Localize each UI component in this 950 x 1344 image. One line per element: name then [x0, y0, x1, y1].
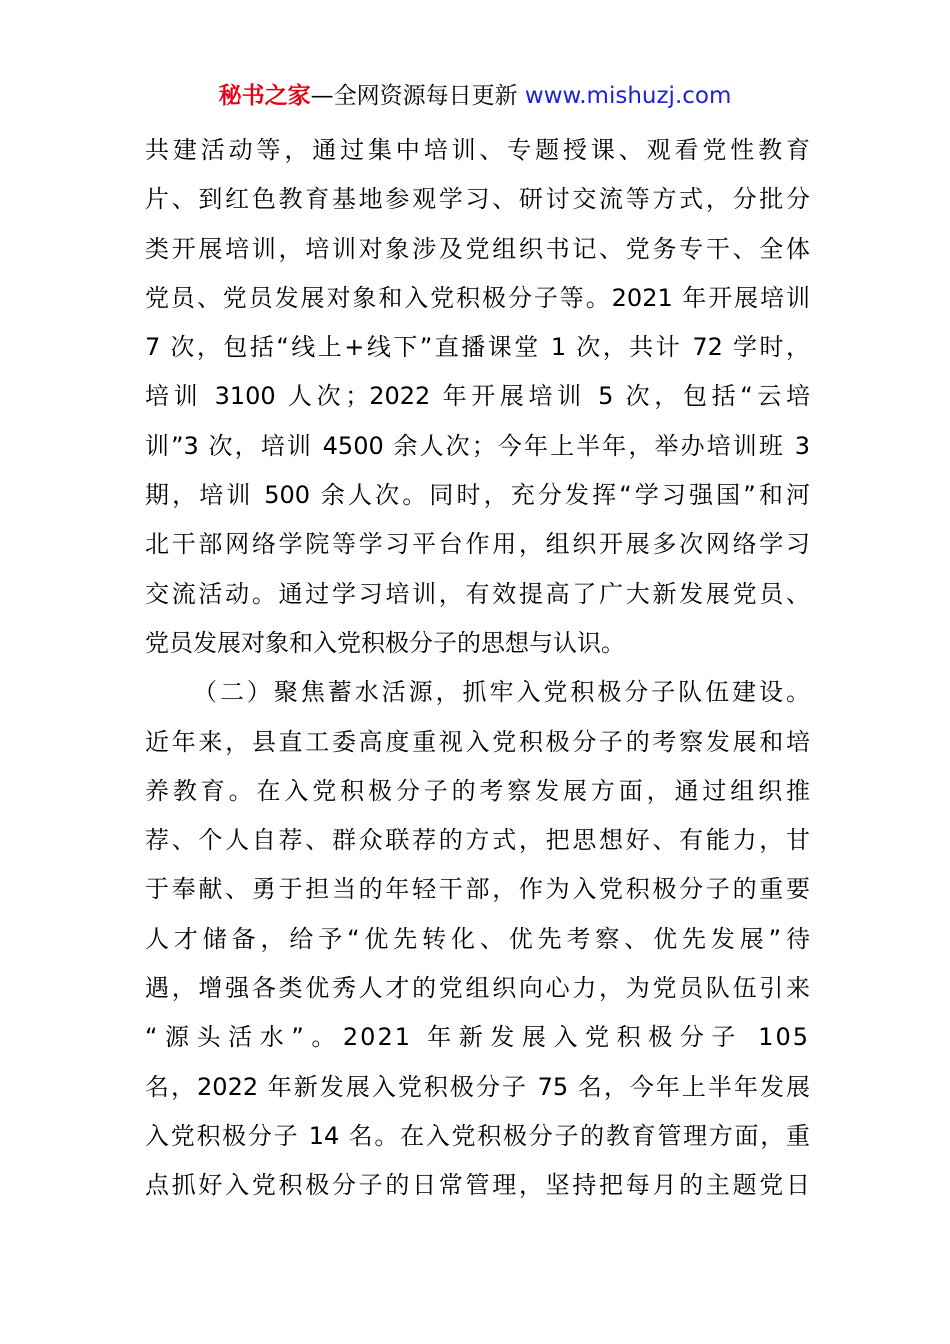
- text-line: 训”3 次，培训 4500 余人次；今年上半年，举办培训班 3: [145, 431, 810, 460]
- text-line: 养教育。在入党积极分子的考察发展方面，通过组织推: [145, 776, 810, 805]
- text-line: 党员、党员发展对象和入党积极分子等。2021 年开展培训: [145, 283, 810, 312]
- text-line: 党员发展对象和入党积极分子的思想与认识。: [145, 628, 625, 657]
- text-line: 类开展培训，培训对象涉及党组织书记、党务专干、全体: [145, 234, 810, 263]
- text-line: 入党积极分子 14 名。在入党积极分子的教育管理方面，重: [145, 1121, 810, 1150]
- text-line: “源头活水”。2021 年新发展入党积极分子 105: [145, 1023, 810, 1052]
- text-line: 7 次，包括“线上+线下”直播课堂 1 次，共计 72 学时，: [145, 333, 810, 362]
- text-line: 共建活动等，通过集中培训、专题授课、观看党性教育: [145, 136, 810, 164]
- text-line: 培训 3100 人次；2022 年开展培训 5 次，包括“云培: [145, 382, 810, 411]
- text-line: 点抓好入党积极分子的日常管理，坚持把每月的主题党日: [145, 1171, 810, 1200]
- text-line: 遇，增强各类优秀人才的党组织向心力，为党员队伍引来: [145, 974, 810, 1003]
- document-body: [145, 126, 810, 1211]
- site-tagline: —全网资源每日更新: [310, 83, 525, 109]
- text-line: 近年来，县直工委高度重视入党积极分子的考察发展和培: [145, 727, 810, 756]
- text-line: 于奉献、勇于担当的年轻干部，作为入党积极分子的重要: [145, 875, 810, 904]
- text-line: 名，2022 年新发展入党积极分子 75 名，今年上半年发展: [145, 1072, 810, 1101]
- text-line: 片、到红色教育基地参观学习、研讨交流等方式，分批分: [145, 185, 810, 214]
- text-line: 北干部网络学院等学习平台作用，组织开展多次网络学习: [145, 530, 810, 559]
- text-line: 荐、个人自荐、群众联荐的方式，把思想好、有能力，甘: [145, 826, 810, 855]
- text-line: 交流活动。通过学习培训，有效提高了广大新发展党员、: [145, 579, 810, 608]
- site-url-link[interactable]: www.mishuzj.com: [524, 83, 732, 109]
- site-header: [0, 80, 950, 112]
- text-line: 期，培训 500 余人次。同时，充分发挥“学习强国”和河: [145, 481, 810, 510]
- section-heading: （二）聚焦蓄水活源，抓牢入党积极分子队伍建设。: [193, 678, 810, 707]
- site-brand: 秘书之家: [218, 83, 311, 109]
- text-line: 人才储备，给予“优先转化、优先考察、优先发展”待: [145, 924, 810, 953]
